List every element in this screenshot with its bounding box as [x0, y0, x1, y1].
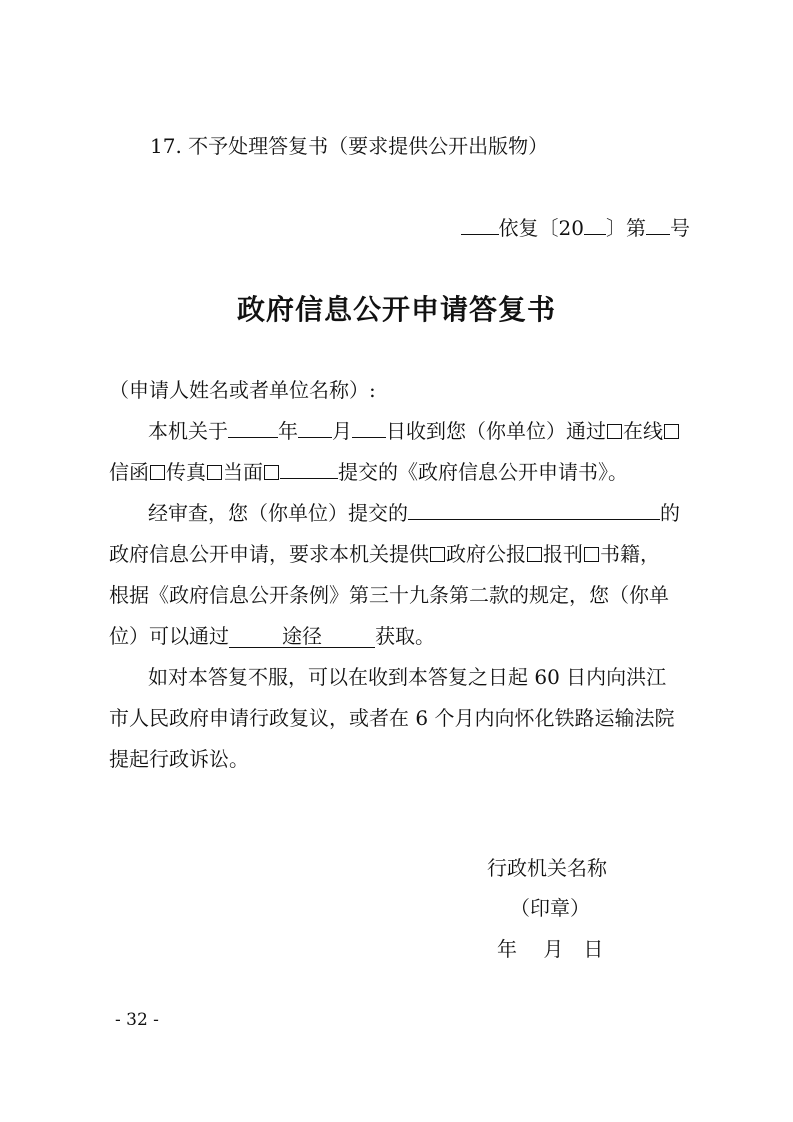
signature-seal: （印章） — [510, 896, 590, 920]
checkbox-online[interactable] — [607, 424, 622, 439]
blank-serial[interactable] — [646, 216, 670, 235]
doc-number-label-c: 号 — [670, 216, 690, 240]
para3-line2: 市人民政府申请行政复议，或者在 6 个月内向怀化铁路运输法院 — [109, 706, 675, 730]
blank-agency-abbr[interactable] — [461, 216, 499, 235]
para2-line3: 根据《政府信息公开条例》第三十九条第二款的规定，您（你单 — [109, 583, 669, 607]
blank-receive-day[interactable] — [352, 419, 386, 438]
doc-number-label-a: 依复〔20 — [498, 216, 584, 240]
checkbox-letter-preceding[interactable] — [664, 424, 679, 439]
document-title: 政府信息公开申请答复书 — [236, 293, 556, 326]
para2-line2: 政府信息公开申请，要求本机关提供 政府公报 报刊 书籍， — [109, 542, 660, 566]
para2-line4: 位）可以通过 途径 获取。 — [109, 624, 435, 648]
checkbox-newspaper[interactable] — [527, 547, 542, 562]
checkbox-in-person[interactable] — [207, 465, 222, 480]
signature-date: 年 月 日 — [497, 937, 604, 961]
doc-number-label-b: 〕第 — [606, 216, 646, 240]
blank-requested-info[interactable] — [408, 501, 660, 520]
blank-year[interactable] — [584, 216, 606, 235]
blank-receive-year[interactable] — [228, 419, 278, 438]
checkbox-gazette[interactable] — [430, 547, 445, 562]
checkbox-other[interactable] — [264, 465, 279, 480]
blank-access-path[interactable]: 途径 — [229, 625, 375, 648]
checkbox-books[interactable] — [584, 547, 599, 562]
blank-receive-month[interactable] — [298, 419, 332, 438]
section-heading: 17. 不予处理答复书（要求提供公开出版物） — [150, 134, 549, 158]
para2-line1: 经审查，您（你单位）提交的 的 — [148, 501, 680, 525]
para3-line3: 提起行政诉讼。 — [109, 747, 249, 771]
document-number — [461, 212, 690, 241]
blank-other-method[interactable] — [280, 460, 338, 479]
salutation: （申请人姓名或者单位名称）: — [109, 378, 376, 402]
page-number: - 32 - — [115, 1010, 159, 1030]
para1-line1: 本机关于 年 月 日收到您（你单位）通过 在线 — [148, 415, 680, 444]
para1-line2: 信函 传真 当面 提交的《政府信息公开申请书》。 — [109, 460, 628, 484]
para3-line1: 如对本答复不服，可以在收到本答复之日起 60 日内向洪江 — [148, 665, 667, 689]
checkbox-fax[interactable] — [150, 465, 165, 480]
signature-agency: 行政机关名称 — [487, 856, 607, 880]
